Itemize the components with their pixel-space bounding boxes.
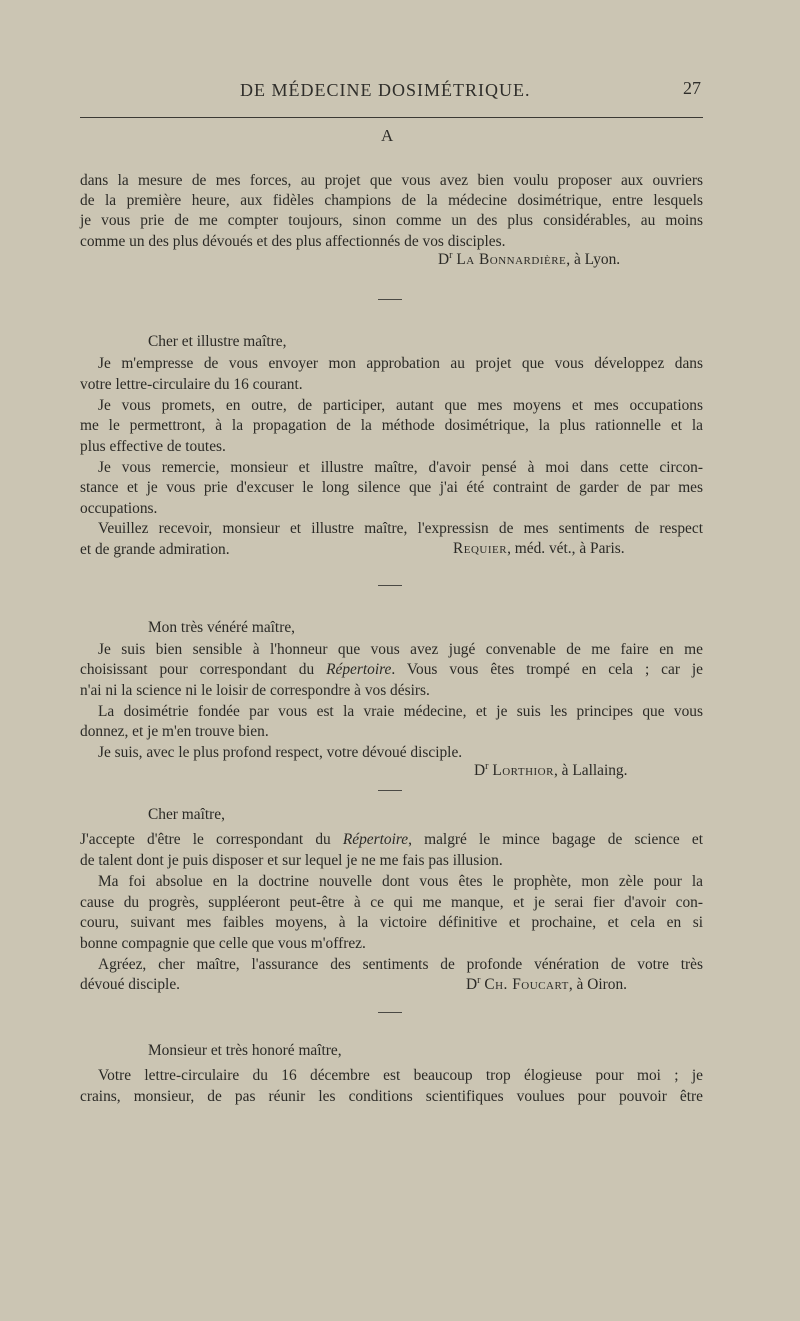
signature-title-sup: r	[477, 975, 481, 986]
letter5-salutation: Monsieur et très honoré maître,	[148, 1042, 342, 1059]
letter3-salutation: Mon très vénéré maître,	[148, 619, 296, 636]
text-segment: , malgré le mince bagage de science et	[408, 831, 703, 848]
signature-title: D	[438, 251, 450, 269]
letter4-line-6: bonne compagnie que celle que vous m'offrez.	[80, 935, 366, 952]
letter2-line-9: Veuillez recevoir, monsieur et illustre maître, l'expressisn de mes sentiments de respect	[98, 520, 703, 537]
letter3-line-3: n'ai ni la science ni le loisir de correspondre à vos désirs.	[80, 682, 430, 699]
signature-title-sup: r	[485, 761, 489, 772]
header-rule	[80, 117, 703, 118]
text-segment: choisissant pour correspondant du	[80, 661, 327, 678]
letter4-salutation: Cher maître,	[148, 806, 225, 823]
letter2-signature	[453, 540, 625, 558]
signature-name: Lorthior	[492, 762, 554, 780]
signature-name: Requier	[453, 540, 508, 557]
letter2-line-4: me le permettront, à la propagation de la méthode dosimétrique, la plus rationnelle et la	[80, 417, 703, 434]
letter3-line-4: La dosimétrie fondée par vous est la vraie médecine, et je suis les principes que vous	[98, 703, 703, 720]
signature-title: D	[466, 976, 478, 994]
letter2-salutation: Cher et illustre maître,	[148, 333, 287, 350]
letter2-line-7: stance et je vous prie d'excuser le long silence que j'ai été contraint de garder de par mes	[80, 479, 703, 496]
letter1-line-3: je vous prie de me compter toujours, sinon comme un des plus considérables, au moins	[80, 212, 703, 229]
signature-title-sup: r	[449, 250, 453, 261]
signature-name: Ch. Foucart	[484, 976, 569, 994]
signature-place: , à Lallaing.	[553, 762, 628, 780]
journal-title: Répertoire	[326, 661, 392, 678]
letter2-line-6: Je vous remercie, monsieur et illustre maître, d'avoir pensé à moi dans cette circon-	[98, 459, 703, 476]
journal-title: Répertoire	[342, 831, 409, 848]
letter1-line-2: de la première heure, aux fidèles champions de la médecine dosimétrique, entre lesquels	[80, 192, 703, 209]
letter1-signature	[438, 250, 620, 269]
signature-place: , à Oiron.	[568, 976, 627, 994]
section-separator	[378, 585, 402, 586]
signature-mark: A	[381, 126, 394, 145]
section-separator	[378, 1012, 402, 1013]
text-segment: . Vous vous êtes trompé en cela ; car je	[391, 661, 703, 678]
section-separator	[378, 790, 402, 791]
letter4-line-5: couru, suivant mes faibles moyens, à la victoire définitive et prochaine, et cela en si	[80, 914, 703, 931]
section-separator	[378, 299, 402, 300]
signature-place: , méd. vét., à Paris.	[507, 540, 625, 557]
letter2-line-10: et de grande admiration.	[80, 541, 230, 558]
letter3-line-2	[80, 660, 703, 680]
letter4-line-2: de talent dont je puis disposer et sur lequel je ne me fais pas illusion.	[80, 852, 503, 869]
letter2-line-1: Je m'empresse de vous envoyer mon approbation au projet que vous développez dans	[98, 355, 703, 372]
letter4-signature	[466, 975, 627, 994]
letter2-line-8: occupations.	[80, 500, 158, 517]
letter4-line-8: dévoué disciple.	[80, 976, 181, 993]
letter2-line-5: plus effective de toutes.	[80, 438, 226, 455]
letter3-signature	[474, 761, 627, 780]
letter5-line-2: crains, monsieur, de pas réunir les conditions scientifiques voulues pour pouvoir être	[80, 1088, 703, 1105]
letter4-line-7: Agréez, cher maître, l'assurance des sentiments de profonde vénération de votre très	[98, 956, 703, 973]
text-segment: J'accepte d'être le correspondant du	[80, 831, 343, 848]
letter5-line-1: Votre lettre-circulaire du 16 décembre est beaucoup trop élogieuse pour moi ; je	[98, 1067, 703, 1084]
letter3-line-6: Je suis, avec le plus profond respect, votre dévoué disciple.	[98, 744, 463, 761]
letter2-line-2: votre lettre-circulaire du 16 courant.	[80, 376, 303, 393]
signature-title: D	[474, 762, 486, 780]
letter4-line-4: cause du progrès, suppléeront peut-être à ce qui me manque, et je serai fier d'avoir con-	[80, 894, 703, 911]
letter4-line-1	[80, 830, 703, 850]
letter3-line-5: donnez, et je m'en trouve bien.	[80, 723, 269, 740]
signature-place: , à Lyon.	[566, 251, 621, 269]
letter1-line-1: dans la mesure de mes forces, au projet que vous avez bien voulu proposer aux ouvriers	[80, 172, 703, 189]
letter1-line-4: comme un des plus dévoués et des plus affectionnés de vos disciples.	[80, 233, 506, 250]
letter4-line-3: Ma foi absolue en la doctrine nouvelle dont vous êtes le prophète, mon zèle pour la	[98, 873, 703, 890]
page-number: 27	[683, 78, 701, 98]
running-header-title: DE MÉDECINE DOSIMÉTRIQUE.	[240, 80, 531, 100]
letter2-line-3: Je vous promets, en outre, de participer, autant que mes moyens et mes occupations	[98, 397, 703, 414]
signature-name: La Bonnardière	[456, 251, 567, 269]
letter3-line-1: Je suis bien sensible à l'honneur que vous avez jugé convenable de me faire en me	[98, 641, 703, 658]
